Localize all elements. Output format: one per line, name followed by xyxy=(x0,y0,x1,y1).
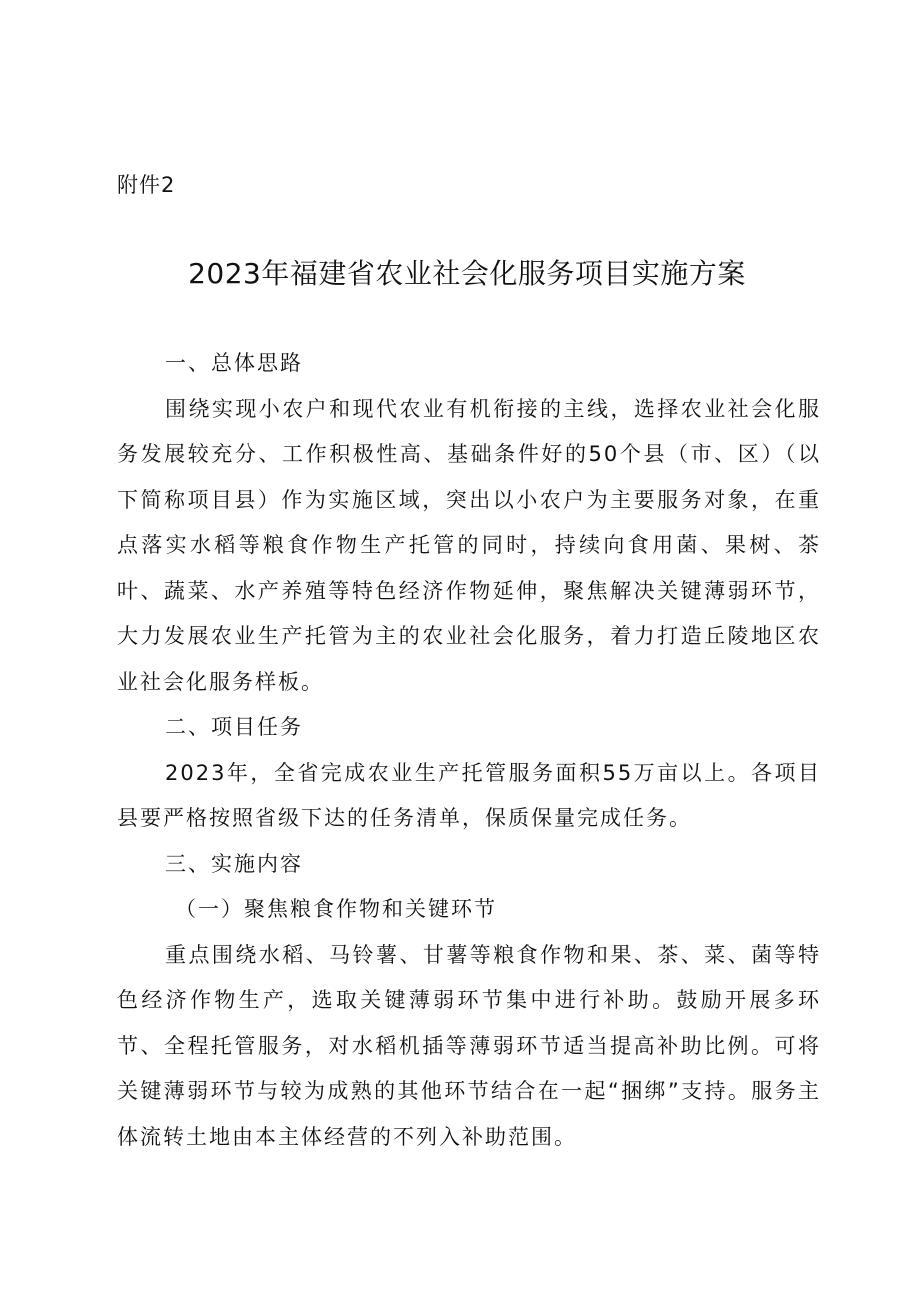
section-paragraph-project-tasks: 2023年，全省完成农业生产托管服务面积55万亩以上。各项目县要严格按照省级下达的任务清单，保质保量完成任务。 xyxy=(117,760,821,830)
subsection-paragraph-grain-crops: 重点围绕水稻、马铃薯、甘薯等粮食作物和果、茶、菜、菌等特色经济作物生产，选取关键薄弱环节集中进行补助。鼓励开展多环节、全程托管服务，对水稻机插等薄弱环节适当提高补助比例。可将关键薄弱环节与较为成熟的其他环节结合在一起“捆绑”支持。服务主体流转土地由本主体经营的不列入补助范围。 xyxy=(117,942,821,1149)
document-title: 2023年福建省农业社会化服务项目实施方案 xyxy=(188,257,746,290)
document-body xyxy=(117,341,821,1160)
section-paragraph-overall-approach: 围绕实现小农户和现代农业有机衔接的主线，选择农业社会化服务发展较充分、工作积极性高、基础条件好的50个县（市、区）（以下简称项目县）作为实施区域，突出以小农户为主要服务对象，在重点落实水稻等粮食作物生产托管的同时，持续向食用菌、果树、茶叶、蔬菜、水产养殖等特色经济作物延伸，聚焦解决关键薄弱环节，大力发展农业生产托管为主的农业社会化服务，着力打造丘陵地区农业社会化服务样板。 xyxy=(117,396,821,694)
subsection-heading-grain-crops: （一）聚焦粮食作物和关键环节 xyxy=(175,897,497,921)
section-heading-project-tasks: 二、项目任务 xyxy=(165,715,303,739)
section-heading-implementation: 三、实施内容 xyxy=(165,851,303,876)
section-heading-overall-approach: 一、总体思路 xyxy=(165,351,303,375)
attachment-label: 附件2 xyxy=(117,173,176,197)
